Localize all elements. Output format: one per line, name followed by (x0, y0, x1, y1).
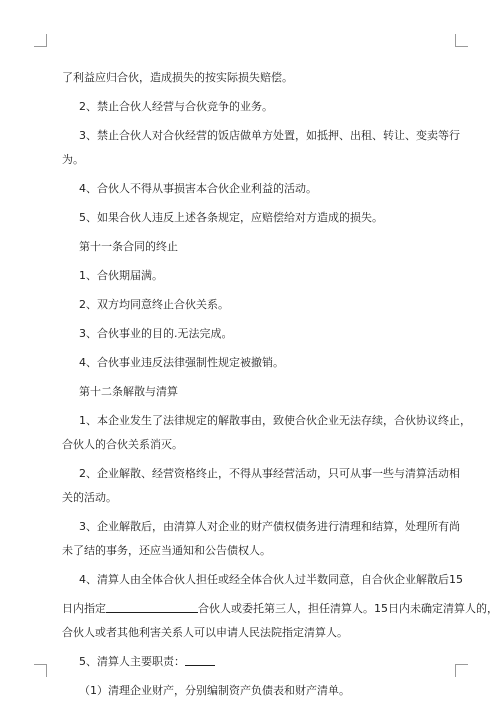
clause-paragraph (62, 597, 498, 645)
clause-text: 合伙人或委托第三人，担任清算人。15日内未确定清算人的， (198, 602, 498, 615)
clause-paragraph (62, 351, 446, 375)
clause-paragraph (62, 515, 460, 563)
clause-paragraph (62, 679, 446, 703)
clause-paragraph (62, 66, 446, 90)
clause-text: 1、合伙期届满。 (79, 269, 163, 282)
clause-paragraph (62, 293, 446, 317)
crop-mark-bottom-left (34, 664, 47, 677)
clause-paragraph (62, 95, 446, 119)
clause-text: 3、禁止合伙人对合伙经营的饭店做单方处置，如抵押、出租、转让、变卖等行 (79, 129, 460, 142)
clause-text: 2、禁止合伙人经营与合伙竞争的业务。 (79, 100, 273, 113)
clause-text: 合伙人的合伙关系消灭。 (62, 438, 183, 451)
clause-text: 4、合伙事业违反法律强制性规定被撤销。 (79, 356, 284, 369)
crop-mark-top-left (34, 34, 47, 47)
clause-paragraph (62, 235, 446, 259)
clause-paragraph (62, 264, 446, 288)
clause-text: 3、合伙事业的目的.无法完成。 (79, 327, 233, 340)
clause-text: 1、本企业发生了法律规定的解散事由，致使合伙企业无法存续，合伙协议终止， (79, 414, 471, 427)
clause-text: 为。 (62, 153, 84, 166)
document-body (62, 66, 471, 592)
clause-paragraph (62, 409, 471, 457)
clause-paragraph (62, 462, 460, 510)
clause-text: 5、如果合伙人违反上述各条规定，应赔偿给对方造成的损失。 (79, 211, 383, 224)
clause-text: 4、合伙人不得从事损害本合伙企业利益的活动。 (79, 182, 317, 195)
clause-text: 3、企业解散后，由清算人对企业的财产债权债务进行清理和结算，处理所有尚 (79, 520, 460, 533)
crop-mark-bottom-right (455, 664, 468, 677)
clause-paragraph (62, 206, 446, 230)
clause-text: 4、清算人由全体合伙人担任或经全体合伙人过半数同意，自合伙企业解散后15 (79, 573, 463, 586)
clause-text: 2、企业解散、经营资格终止，不得从事经营活动，只可从事一些与清算活动相 (79, 467, 460, 480)
clause-paragraph (62, 568, 463, 592)
clause-paragraph (62, 177, 446, 201)
clause-text: 了利益应归合伙，造成损失的按实际损失赔偿。 (62, 71, 293, 84)
clause-paragraph (62, 322, 446, 346)
clause-text: 日内指定 (62, 602, 106, 615)
document-page (62, 66, 498, 708)
clause-text: 2、双方均同意终止合伙关系。 (79, 298, 229, 311)
clause-text: 关的活动。 (62, 491, 117, 504)
clause-paragraph (62, 650, 446, 674)
clause-text: （1）清理企业财产，分别编制资产负债表和财产清单。 (79, 684, 350, 697)
fill-in-blank[interactable] (106, 600, 198, 613)
clause-text: 合伙人或者其他利害关系人可以申请人民法院指定清算人。 (62, 626, 348, 639)
clause-text: 未了结的事务，还应当通知和公告债权人。 (62, 544, 271, 557)
crop-mark-top-right (455, 34, 468, 47)
clause-text: 第十二条解散与清算 (79, 385, 178, 398)
clause-text: 5、清算人主要职责： (79, 655, 185, 668)
fill-in-blank[interactable] (185, 653, 215, 666)
clause-text: 第十一条合同的终止 (79, 240, 178, 253)
clause-paragraph (62, 380, 446, 404)
clause-paragraph (62, 124, 460, 172)
